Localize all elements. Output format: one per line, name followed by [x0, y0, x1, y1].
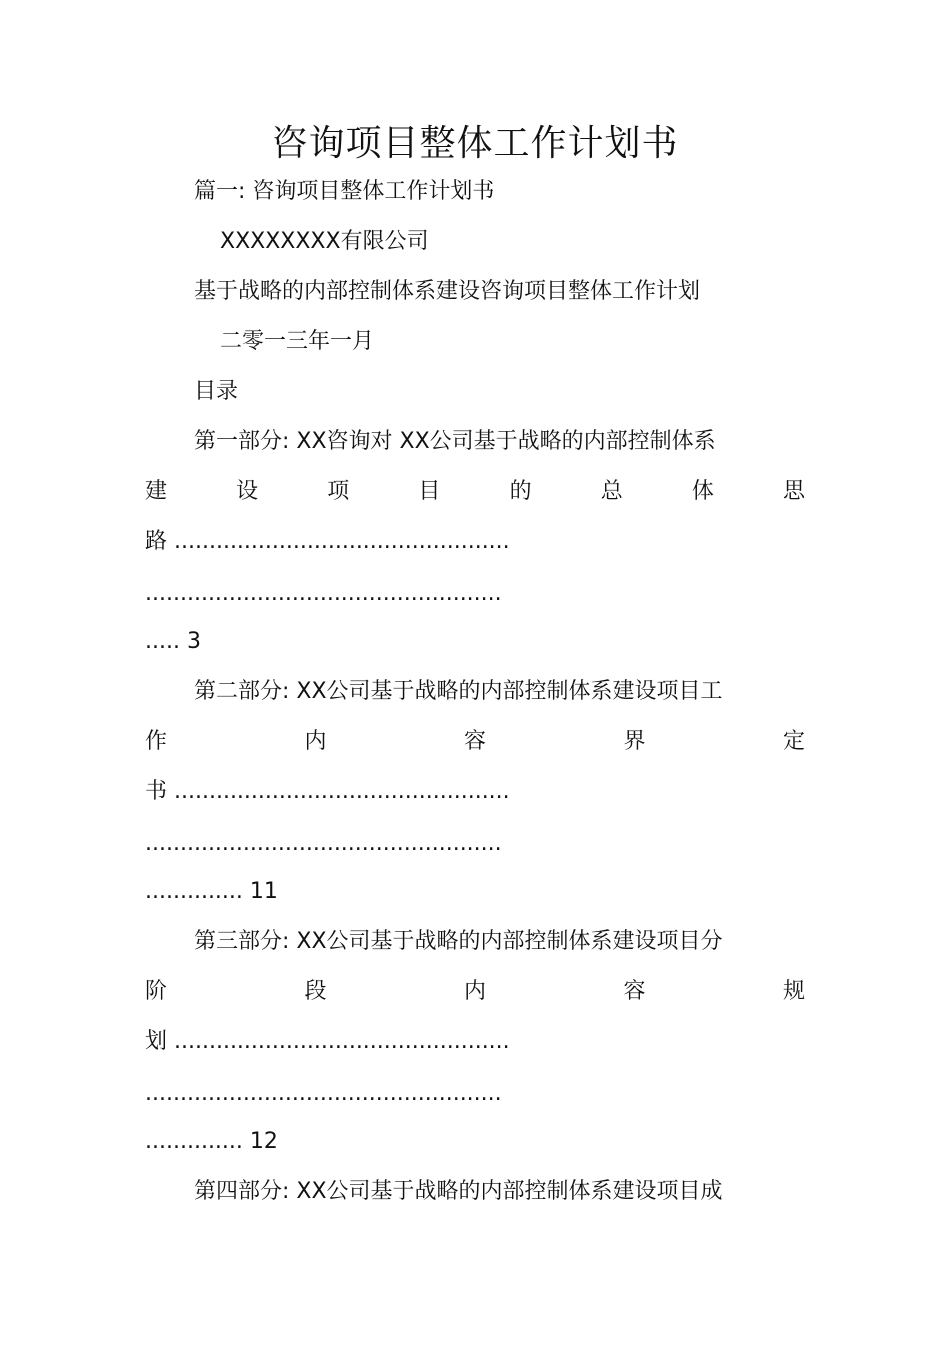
toc-char: 阶: [145, 979, 168, 1004]
toc-entry-2-spread-line: [145, 726, 805, 758]
toc-entry-1-spread-line: [145, 476, 805, 508]
toc-char: 定: [782, 729, 805, 754]
toc-char: 界: [623, 729, 646, 754]
toc-char: 体: [691, 479, 714, 504]
document-subtitle: 篇一: 咨询项目整体工作计划书: [194, 179, 495, 204]
toc-char: 内: [304, 729, 327, 754]
toc-char: 目: [418, 479, 441, 504]
toc-char: 思: [782, 479, 805, 504]
toc-char: 的: [509, 479, 532, 504]
plan-name: 基于战略的内部控制体系建设咨询项目整体工作计划: [194, 279, 701, 304]
toc-entry-1-page: ..... 3: [145, 629, 201, 654]
document-date: 二零一三年一月: [220, 329, 375, 354]
toc-char: 项: [327, 479, 350, 504]
toc-entry-2-title: 第二部分: XX公司基于战略的内部控制体系建设项目工: [194, 679, 723, 704]
toc-entry-3-leader: 划 ................................................: [145, 1029, 510, 1054]
company-name: XXXXXXXX有限公司: [220, 229, 429, 254]
toc-char: 容: [623, 979, 646, 1004]
toc-entry-1-title: 第一部分: XX咨询对 XX公司基于战略的内部控制体系: [194, 429, 716, 454]
toc-char: 段: [304, 979, 327, 1004]
toc-char: 设: [236, 479, 259, 504]
toc-char: 总: [600, 479, 623, 504]
toc-entry-2-leader: 书 ................................................: [145, 779, 510, 804]
toc-entry-3-spread-line: [145, 976, 805, 1008]
toc-entry-4-title: 第四部分: XX公司基于战略的内部控制体系建设项目成: [194, 1179, 723, 1204]
toc-entry-3-dots: ...................................................: [145, 1081, 502, 1106]
toc-entry-2-page: .............. 11: [145, 879, 278, 904]
toc-entry-3-page: .............. 12: [145, 1129, 278, 1154]
toc-char: 建: [145, 479, 168, 504]
toc-char: 内: [463, 979, 486, 1004]
toc-entry-1-leader: 路 ................................................: [145, 529, 510, 554]
toc-char: 规: [782, 979, 805, 1004]
toc-char: 作: [145, 729, 168, 754]
toc-heading: 目录: [194, 379, 239, 404]
toc-entry-2-dots: ...................................................: [145, 831, 502, 856]
document-title: 咨询项目整体工作计划书: [271, 123, 679, 164]
toc-entry-3-title: 第三部分: XX公司基于战略的内部控制体系建设项目分: [194, 929, 723, 954]
toc-char: 容: [463, 729, 486, 754]
toc-entry-1-dots: ...................................................: [145, 581, 502, 606]
